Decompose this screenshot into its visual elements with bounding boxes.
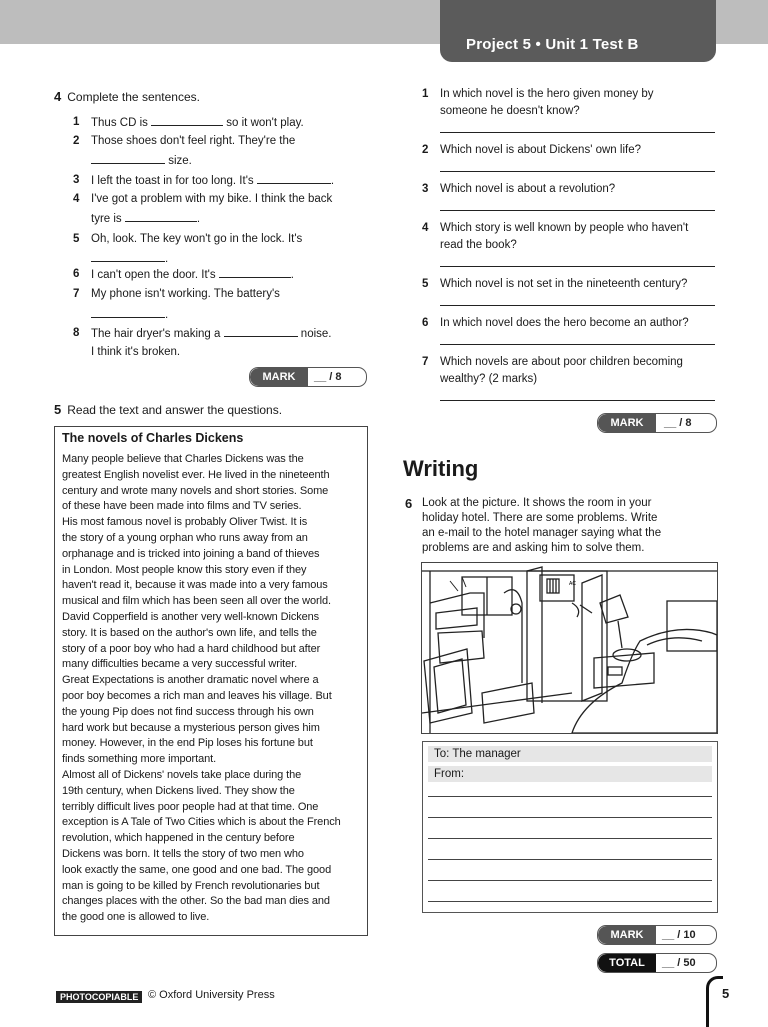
question-number: 3: [422, 183, 429, 195]
mark-score: __ / 10: [662, 929, 696, 941]
item-number: 1: [73, 116, 80, 128]
item-text: I think it's broken.: [91, 346, 181, 358]
question-text: someone he doesn't know?: [440, 105, 580, 117]
reading-line: story of a poor boy who had a hard childhood but after: [62, 642, 321, 655]
reading-line: terribly difficult lives poor people had at that time. One: [62, 800, 319, 813]
q5-mark-box: [597, 413, 717, 433]
item-text: My phone isn't working. The battery's: [91, 288, 280, 300]
item-text: I can't open the door. It's: [91, 269, 216, 281]
mark-label: MARK: [598, 926, 656, 944]
item-number: 3: [73, 174, 80, 186]
q5-instruction: Read the text and answer the questions.: [67, 403, 283, 417]
reading-line: His most famous novel is probably Oliver Twist. It is: [62, 516, 308, 529]
reading-text-box: [54, 426, 368, 936]
reading-line: the story of a young orphan who runs away from an: [62, 532, 308, 544]
question-text: In which novel does the hero become an author?: [440, 317, 689, 329]
hotel-room-picture: [421, 562, 718, 734]
question-text: Which novels are about poor children becoming: [440, 356, 683, 368]
q6-number: 6: [405, 496, 413, 511]
reading-title: The novels of Charles Dickens: [62, 431, 244, 445]
header-tab: [440, 0, 716, 62]
page-number: 5: [722, 986, 730, 1001]
q4-instruction: Complete the sentences.: [67, 90, 200, 104]
item-number: 4: [73, 193, 80, 205]
reading-line: look exactly the same, one good and one bad. The good: [62, 863, 332, 876]
reading-line: David Copperfield is another very well-known Dickens: [62, 611, 320, 623]
answer-blank[interactable]: [257, 171, 331, 184]
reading-line: the young Pip does not find success through his own: [62, 705, 314, 718]
reading-line: changes places with the other. So the bad man dies and: [62, 895, 330, 908]
reading-line: finds something more important.: [62, 753, 217, 766]
photocopiable-badge: PHOTOCOPIABLE: [56, 991, 142, 1003]
email-answer-box: [422, 741, 718, 913]
answer-line[interactable]: [440, 266, 715, 267]
question-text: wealthy? (2 marks): [440, 373, 538, 385]
item-text: I left the toast in for too long. It's: [91, 175, 254, 187]
reading-line: century and wrote many novels and short stories. Some: [62, 484, 329, 497]
q4-heading: [54, 89, 200, 104]
reading-line: of these have been made into films and TV series.: [62, 500, 302, 513]
reading-line: story. It is based on the author's own life, and tells the: [62, 626, 317, 639]
hotel-room-illustration: [422, 563, 717, 733]
answer-blank[interactable]: [219, 265, 291, 278]
ac-sign: AC: [569, 581, 576, 587]
item-text: Those shoes don't feel right. They're the: [91, 135, 296, 147]
answer-line[interactable]: [428, 901, 712, 902]
reading-line: money. However, in the end Pip loses his fortune but: [62, 737, 313, 750]
item-text-end: .: [290, 269, 294, 281]
question-text: read the book?: [440, 239, 517, 251]
item-text-end: so it won't play.: [226, 117, 304, 129]
q4-mark-box: [249, 367, 367, 387]
mark-score: __ / 8: [664, 417, 692, 429]
page-title: Project 5 • Unit 1 Test B: [466, 36, 639, 53]
item-number: 5: [73, 233, 80, 245]
page-corner-bracket: [706, 976, 723, 1027]
answer-line[interactable]: [428, 817, 712, 818]
item-text: tyre is: [91, 213, 122, 225]
q4-number: 4: [54, 89, 62, 104]
answer-line[interactable]: [428, 838, 712, 839]
writing-instruction-line: Look at the picture. It shows the room in your: [422, 497, 652, 509]
answer-line[interactable]: [440, 344, 715, 345]
item-text-end: .: [165, 309, 169, 321]
reading-line: Many people believe that Charles Dickens was the: [62, 453, 304, 465]
item-text-end: .: [165, 253, 169, 265]
reading-line: revolution, which happened in the century before: [62, 832, 295, 845]
question-text: In which novel is the hero given money by: [440, 88, 654, 100]
reading-line: haven't read it, because it was made into a very famous: [62, 579, 328, 592]
total-mark-box: [597, 953, 717, 973]
question-text: Which novel is about a revolution?: [440, 183, 616, 195]
answer-blank[interactable]: [151, 113, 223, 126]
reading-line: Great Expectations is another dramatic novel where a: [62, 674, 319, 687]
reading-line: greatest English novelist ever. He lived in the nineteenth: [62, 468, 330, 481]
item-text: The hair dryer's making a: [91, 328, 221, 340]
mark-label: MARK: [250, 368, 308, 386]
question-text: Which novel is not set in the nineteenth century?: [440, 278, 688, 290]
question-number: 2: [422, 144, 429, 156]
mark-label: MARK: [598, 414, 656, 432]
item-number: 6: [73, 268, 80, 280]
email-to-field[interactable]: To: The manager: [428, 746, 712, 762]
item-text-end: noise.: [300, 328, 332, 340]
total-label: TOTAL: [598, 954, 656, 972]
writing-instruction-line: holiday hotel. There are some problems. Write: [422, 512, 658, 524]
writing-heading: Writing: [403, 456, 479, 481]
q5-heading: [54, 402, 282, 417]
writing-instruction-line: an e-mail to the hotel manager saying what the: [422, 527, 662, 539]
reading-line: exception is A Tale of Two Cities which is about the French: [62, 816, 341, 829]
answer-blank[interactable]: [91, 249, 165, 262]
answer-line[interactable]: [428, 859, 712, 860]
question-number: 7: [422, 356, 429, 368]
q6-mark-box: [597, 925, 717, 945]
answer-blank[interactable]: [224, 324, 298, 337]
item-text: Oh, look. The key won't go in the lock. It's: [91, 233, 303, 245]
reading-line: poor boy becomes a rich man and leaves his village. But: [62, 690, 332, 702]
reading-line: in London. Most people know this story even if they: [62, 563, 307, 576]
answer-line[interactable]: [440, 210, 715, 211]
reading-line: musical and film which has been seen all over the world.: [62, 595, 331, 608]
item-text: I've got a problem with my bike. I think the back: [91, 193, 333, 205]
answer-blank[interactable]: [125, 209, 197, 222]
item-text-end: size.: [168, 155, 192, 167]
item-number: 8: [73, 327, 80, 339]
reading-line: the good one is allowed to live.: [62, 911, 210, 924]
question-number: 1: [422, 88, 429, 100]
reading-line: hard work but because a mysterious person gives him: [62, 721, 320, 734]
answer-line[interactable]: [428, 796, 712, 797]
mark-score: __ / 8: [314, 371, 342, 383]
question-number: 4: [422, 222, 429, 234]
answer-line[interactable]: [440, 400, 715, 401]
reading-line: Almost all of Dickens' novels take place during the: [62, 769, 302, 781]
reading-line: orphanage and is tricked into joining a band of thieves: [62, 547, 320, 560]
answer-line[interactable]: [440, 171, 715, 172]
question-text: Which story is well known by people who haven't: [440, 222, 689, 234]
item-text: Thus CD is: [91, 117, 148, 129]
answer-blank[interactable]: [91, 305, 165, 318]
writing-instruction-line: problems are and asking him to solve them.: [422, 542, 645, 554]
q5-number: 5: [54, 402, 62, 417]
reading-line: 19th century, when Dickens lived. They show the: [62, 784, 295, 797]
reading-line: Dickens was born. It tells the story of two men who: [62, 848, 304, 860]
answer-blank[interactable]: [91, 151, 165, 164]
item-number: 7: [73, 288, 80, 300]
answer-line[interactable]: [428, 880, 712, 881]
reading-line: many difficulties became a very successful writer.: [62, 658, 298, 671]
item-number: 2: [73, 135, 80, 147]
question-text: Which novel is about Dickens' own life?: [440, 144, 641, 156]
reading-line: man is going to be killed by French revolutionaries but: [62, 879, 320, 892]
item-text-end: .: [196, 213, 201, 225]
answer-line[interactable]: [440, 132, 715, 133]
item-text-end: .: [330, 175, 335, 187]
copyright-text: © Oxford University Press: [148, 989, 275, 1001]
email-from-field[interactable]: From:: [428, 766, 712, 782]
question-number: 6: [422, 317, 429, 329]
answer-line[interactable]: [440, 305, 715, 306]
question-number: 5: [422, 278, 429, 290]
total-score: __ / 50: [662, 957, 696, 969]
